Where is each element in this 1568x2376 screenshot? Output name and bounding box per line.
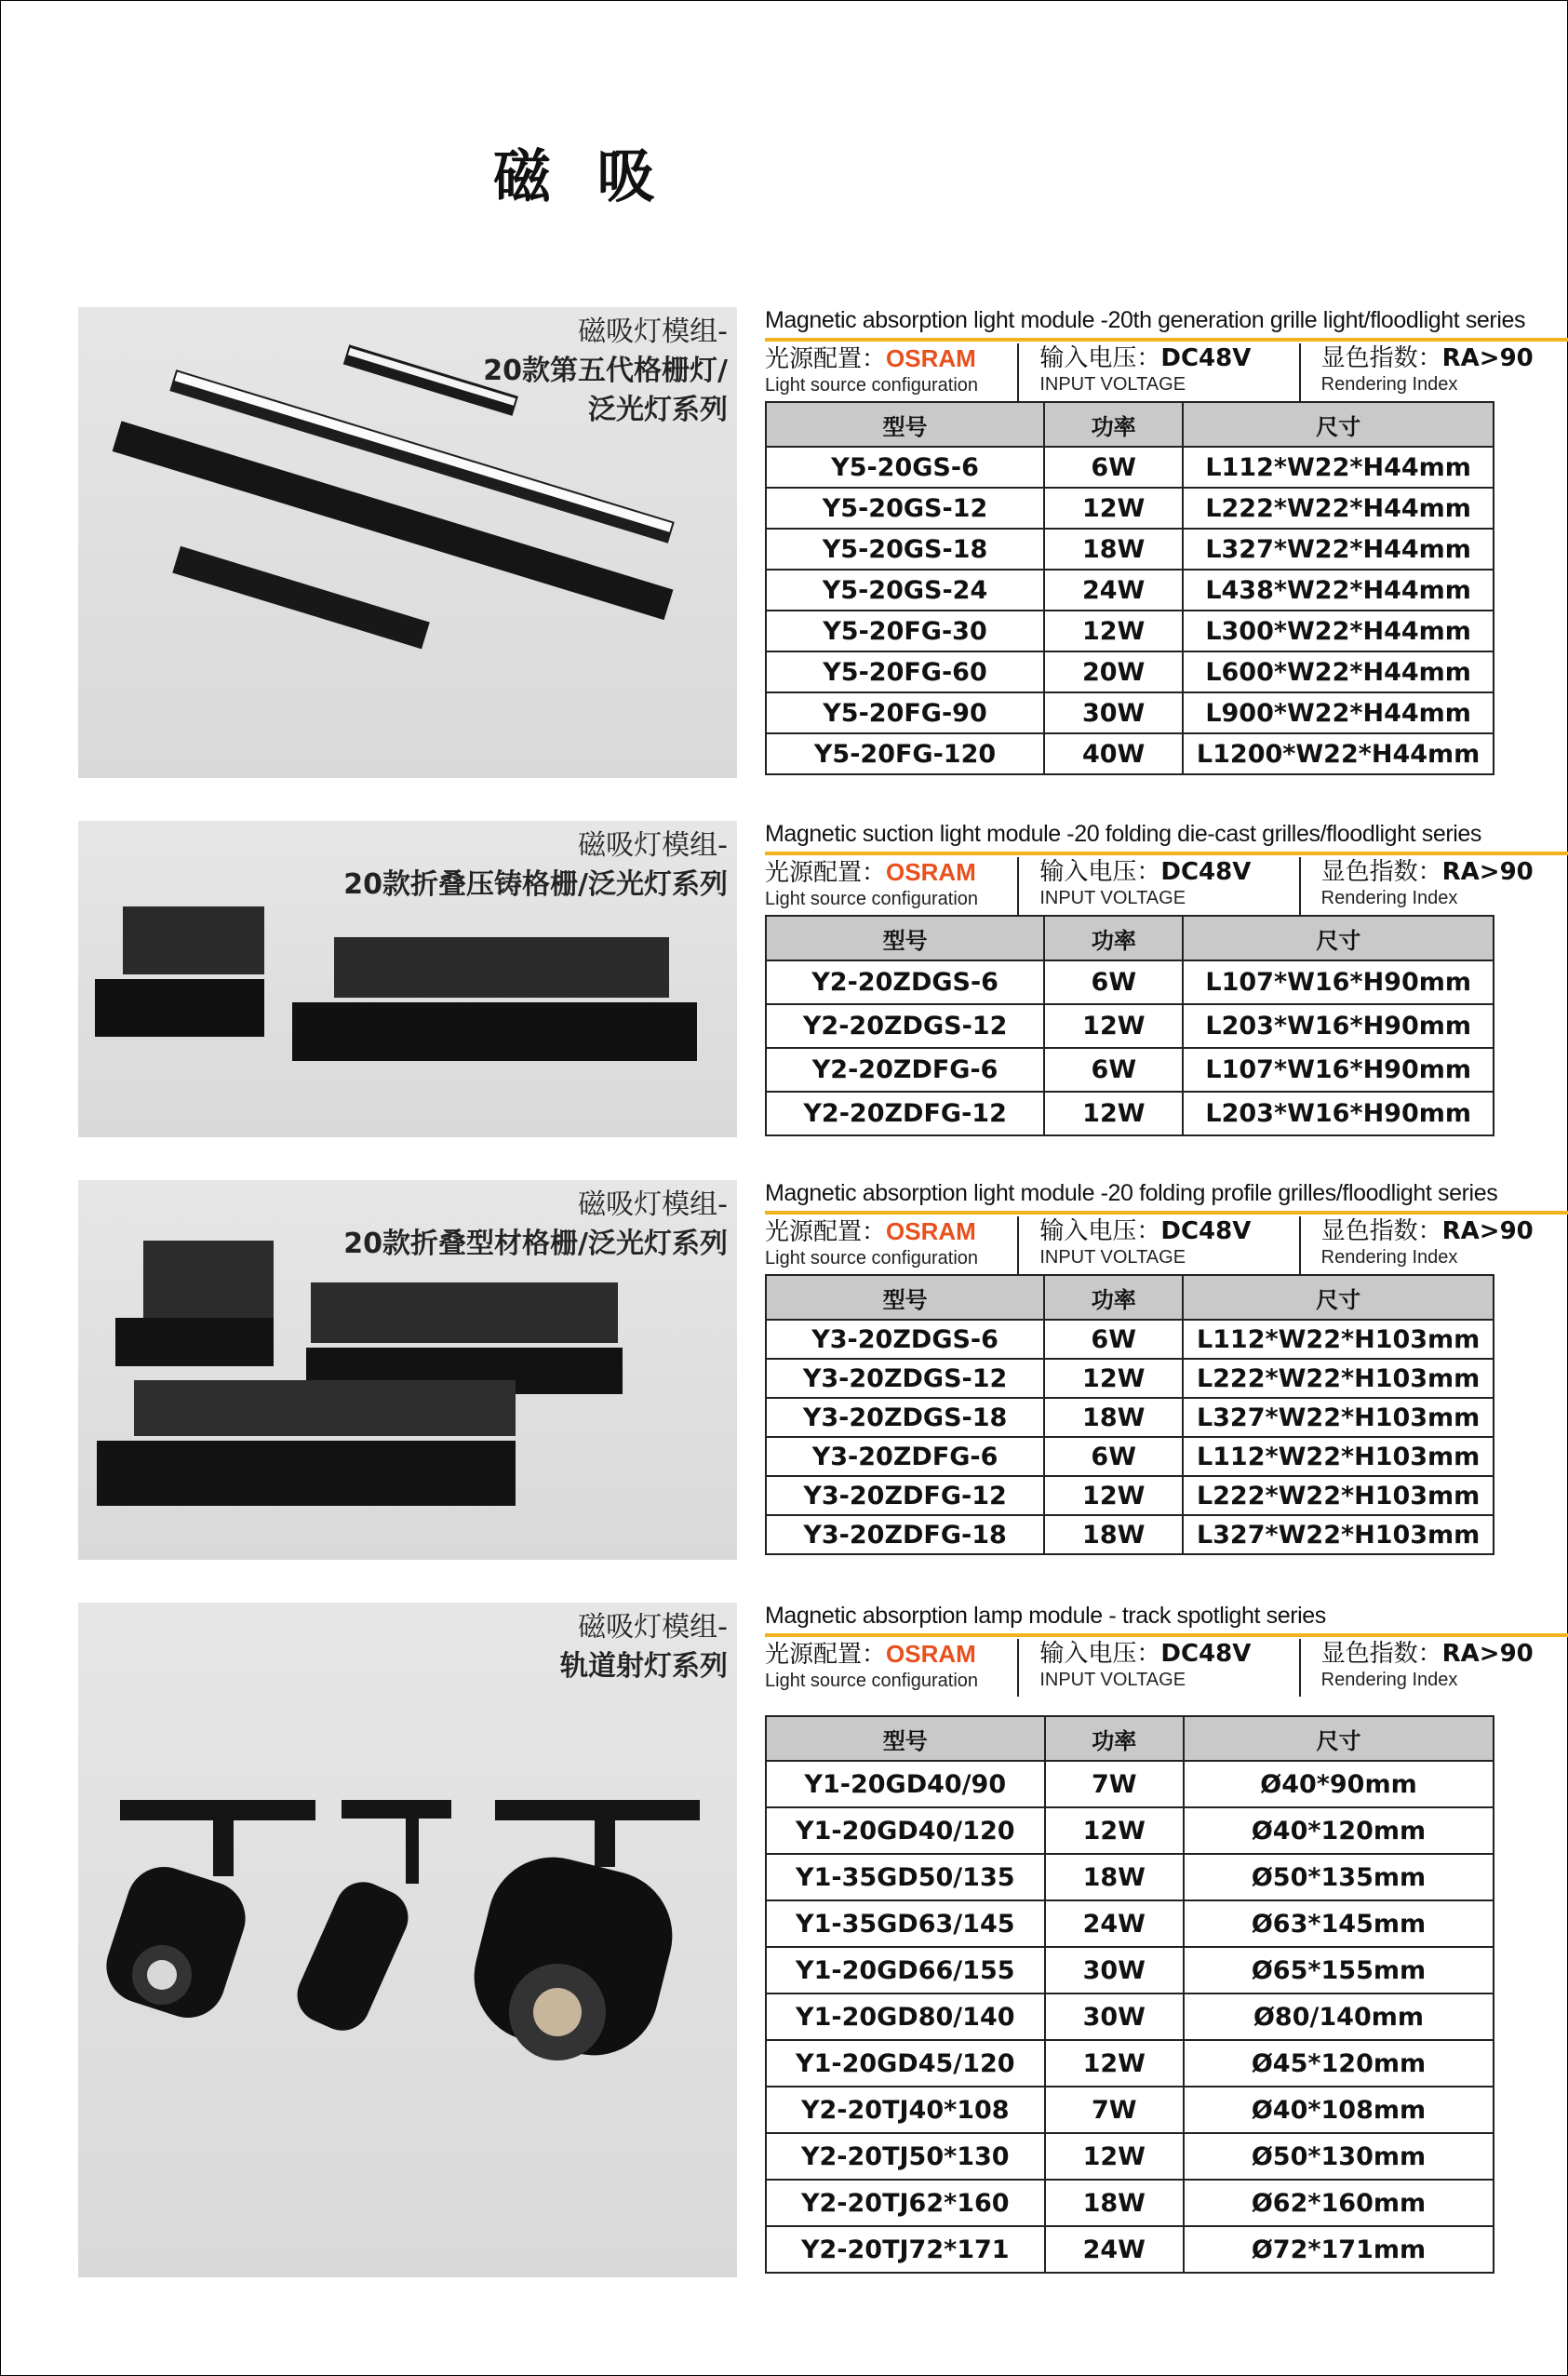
- size-cell: Ø40*90mm: [1184, 1761, 1494, 1807]
- size-cell: L112*W22*H103mm: [1183, 1437, 1494, 1476]
- table-row: [766, 2180, 1494, 2226]
- track-spotlight-illustration: [78, 1603, 737, 2277]
- table-row: [766, 1476, 1494, 1515]
- en-title: Magnetic absorption light module -20th generation grille light/floodlight series: [765, 307, 1568, 342]
- power-cell: 12W: [1044, 1092, 1183, 1135]
- header-size: 尺寸: [1183, 402, 1494, 447]
- table-row: [766, 1854, 1494, 1900]
- size-cell: Ø72*171mm: [1184, 2226, 1494, 2273]
- table-row: [766, 1761, 1494, 1807]
- cn-title-line1: 磁吸灯模组-: [578, 315, 728, 348]
- model-cell: Y3-20ZDFG-6: [766, 1437, 1044, 1476]
- spec-table: [765, 401, 1494, 775]
- spec-block: [765, 821, 1568, 1136]
- model-cell: Y1-20GD66/155: [766, 1947, 1045, 1993]
- table-row: [766, 1320, 1494, 1359]
- table-row: [766, 1515, 1494, 1554]
- model-cell: Y2-20ZDFG-12: [766, 1092, 1044, 1135]
- spec-block: [765, 1180, 1568, 1555]
- table-row: [766, 960, 1494, 1004]
- size-cell: Ø50*135mm: [1184, 1854, 1494, 1900]
- table-row: [766, 2087, 1494, 2133]
- power-cell: 6W: [1044, 960, 1183, 1004]
- power-cell: 12W: [1045, 2040, 1184, 2087]
- light-source-cell: [765, 343, 1017, 401]
- voltage-value: DC48V: [1160, 858, 1252, 886]
- cn-title-line3: 泛光灯系列: [588, 394, 728, 426]
- spec-block: [765, 307, 1568, 775]
- section-profile-grille: [78, 1180, 1534, 1562]
- table-row: [766, 2133, 1494, 2180]
- model-cell: Y5-20GS-12: [766, 488, 1044, 529]
- power-cell: 12W: [1045, 1807, 1184, 1854]
- table-row: [766, 1398, 1494, 1437]
- power-cell: 30W: [1045, 1993, 1184, 2040]
- osram-brand: OSRAM: [886, 858, 976, 886]
- cn-title: [343, 1186, 728, 1264]
- light-source-label: 光源配置：: [765, 345, 887, 373]
- table-row: [766, 1004, 1494, 1048]
- table-row: [766, 611, 1494, 651]
- size-cell: Ø50*130mm: [1184, 2133, 1494, 2180]
- voltage-cell: [1017, 343, 1298, 401]
- model-cell: Y2-20ZDGS-12: [766, 1004, 1044, 1048]
- section-track-spotlight: [78, 1603, 1534, 2277]
- config-row: [765, 343, 1568, 401]
- size-cell: L327*W22*H44mm: [1183, 529, 1494, 570]
- light-source-en: Light source configuration: [765, 375, 979, 396]
- size-cell: L203*W16*H90mm: [1183, 1092, 1494, 1135]
- power-cell: 7W: [1045, 2087, 1184, 2133]
- model-cell: Y1-20GD40/120: [766, 1807, 1045, 1854]
- en-title: Magnetic absorption lamp module - track spotlight series: [765, 1603, 1568, 1637]
- product-photo: [78, 307, 737, 778]
- table-row: [766, 1993, 1494, 2040]
- config-row: [765, 857, 1568, 915]
- spec-table: [765, 1274, 1494, 1555]
- config-row: [765, 1639, 1568, 1697]
- osram-brand: OSRAM: [886, 344, 976, 372]
- size-cell: Ø63*145mm: [1184, 1900, 1494, 1947]
- voltage-value: DC48V: [1160, 1217, 1252, 1245]
- ra-en: Rendering Index: [1320, 1670, 1458, 1690]
- light-source-cell: [765, 857, 1017, 915]
- ra-en: Rendering Index: [1320, 888, 1458, 908]
- model-cell: Y1-20GD40/90: [766, 1761, 1045, 1807]
- spec-table: [765, 1715, 1494, 2274]
- ra-cell: [1299, 857, 1568, 915]
- ra-value: RA>90: [1441, 858, 1534, 886]
- header-model: 型号: [766, 402, 1044, 447]
- model-cell: Y5-20GS-6: [766, 447, 1044, 488]
- size-cell: Ø80/140mm: [1184, 1993, 1494, 2040]
- size-cell: Ø62*160mm: [1184, 2180, 1494, 2226]
- power-cell: 12W: [1044, 488, 1183, 529]
- header-model: 型号: [766, 1716, 1045, 1761]
- table-row: [766, 2226, 1494, 2273]
- en-title: Magnetic absorption light module -20 folding profile grilles/floodlight series: [765, 1180, 1568, 1215]
- product-photo: [78, 1180, 737, 1560]
- power-cell: 40W: [1044, 733, 1183, 774]
- cn-title-line2: 20款折叠型材格栅/泛光灯系列: [343, 1228, 728, 1260]
- power-cell: 12W: [1044, 611, 1183, 651]
- table-row: [766, 733, 1494, 774]
- spec-table: [765, 915, 1494, 1136]
- voltage-value: DC48V: [1160, 344, 1252, 372]
- cn-title-line1: 磁吸灯模组-: [578, 829, 728, 862]
- size-cell: L222*W22*H103mm: [1183, 1359, 1494, 1398]
- model-cell: Y5-20FG-90: [766, 692, 1044, 733]
- size-cell: L107*W16*H90mm: [1183, 1048, 1494, 1092]
- cn-title-line2: 20款第五代格栅灯/: [483, 355, 728, 387]
- cn-title-line2: 轨道射灯系列: [560, 1650, 728, 1683]
- voltage-cell: [1017, 1639, 1298, 1697]
- model-cell: Y3-20ZDGS-6: [766, 1320, 1044, 1359]
- page-title: 磁 吸: [493, 142, 668, 210]
- section-grille-5th-gen: [78, 307, 1534, 782]
- power-cell: 12W: [1044, 1359, 1183, 1398]
- size-cell: L222*W22*H44mm: [1183, 488, 1494, 529]
- voltage-label: 输入电压：: [1039, 858, 1161, 886]
- model-cell: Y1-20GD80/140: [766, 1993, 1045, 2040]
- light-source-en: Light source configuration: [765, 889, 979, 909]
- model-cell: Y5-20GS-24: [766, 570, 1044, 611]
- table-header-row: [766, 1716, 1494, 1761]
- cn-title: [343, 826, 728, 905]
- power-cell: 24W: [1044, 570, 1183, 611]
- header-power: 功率: [1044, 1275, 1183, 1320]
- ra-cell: [1299, 1639, 1568, 1697]
- model-cell: Y2-20ZDFG-6: [766, 1048, 1044, 1092]
- table-row: [766, 1437, 1494, 1476]
- voltage-en: INPUT VOLTAGE: [1039, 888, 1186, 908]
- ra-value: RA>90: [1441, 344, 1534, 372]
- section-die-cast-grille: [78, 821, 1534, 1137]
- voltage-en: INPUT VOLTAGE: [1039, 374, 1186, 395]
- power-cell: 6W: [1044, 447, 1183, 488]
- osram-brand: OSRAM: [886, 1640, 976, 1668]
- voltage-en: INPUT VOLTAGE: [1039, 1247, 1186, 1268]
- size-cell: L300*W22*H44mm: [1183, 611, 1494, 651]
- cn-title-line2: 20款折叠压铸格栅/泛光灯系列: [343, 868, 728, 901]
- size-cell: L327*W22*H103mm: [1183, 1515, 1494, 1554]
- model-cell: Y1-35GD63/145: [766, 1900, 1045, 1947]
- size-cell: L203*W16*H90mm: [1183, 1004, 1494, 1048]
- ra-value: RA>90: [1441, 1217, 1534, 1245]
- model-cell: Y2-20TJ72*171: [766, 2226, 1045, 2273]
- light-source-cell: [765, 1216, 1017, 1274]
- power-cell: 12W: [1045, 2133, 1184, 2180]
- ra-value: RA>90: [1441, 1640, 1534, 1668]
- light-source-cell: [765, 1639, 1017, 1697]
- size-cell: L438*W22*H44mm: [1183, 570, 1494, 611]
- product-photo: [78, 1603, 737, 2277]
- table-header-row: [766, 1275, 1494, 1320]
- model-cell: Y5-20GS-18: [766, 529, 1044, 570]
- table-row: [766, 1900, 1494, 1947]
- voltage-label: 输入电压：: [1039, 1640, 1161, 1668]
- osram-brand: OSRAM: [886, 1217, 976, 1245]
- header-size: 尺寸: [1184, 1716, 1494, 1761]
- table-row: [766, 651, 1494, 692]
- voltage-value: DC48V: [1160, 1640, 1252, 1668]
- ra-label: 显色指数：: [1320, 1217, 1442, 1245]
- table-row: [766, 447, 1494, 488]
- model-cell: Y3-20ZDGS-18: [766, 1398, 1044, 1437]
- table-row: [766, 529, 1494, 570]
- power-cell: 24W: [1045, 1900, 1184, 1947]
- header-size: 尺寸: [1183, 916, 1494, 960]
- table-row: [766, 1807, 1494, 1854]
- config-row: [765, 1216, 1568, 1274]
- voltage-label: 输入电压：: [1039, 344, 1161, 372]
- size-cell: L112*W22*H103mm: [1183, 1320, 1494, 1359]
- table-row: [766, 570, 1494, 611]
- ra-en: Rendering Index: [1320, 374, 1458, 395]
- size-cell: L222*W22*H103mm: [1183, 1476, 1494, 1515]
- power-cell: 12W: [1044, 1476, 1183, 1515]
- power-cell: 18W: [1044, 1515, 1183, 1554]
- power-cell: 18W: [1045, 2180, 1184, 2226]
- ra-cell: [1299, 343, 1568, 401]
- light-source-label: 光源配置：: [765, 859, 887, 887]
- product-photo: [78, 821, 737, 1137]
- ra-label: 显色指数：: [1320, 344, 1442, 372]
- table-row: [766, 692, 1494, 733]
- cn-title-line1: 磁吸灯模组-: [578, 1611, 728, 1644]
- voltage-cell: [1017, 1216, 1298, 1274]
- table-row: [766, 1359, 1494, 1398]
- size-cell: Ø40*120mm: [1184, 1807, 1494, 1854]
- power-cell: 20W: [1044, 651, 1183, 692]
- header-model: 型号: [766, 916, 1044, 960]
- size-cell: L600*W22*H44mm: [1183, 651, 1494, 692]
- model-cell: Y2-20TJ62*160: [766, 2180, 1045, 2226]
- header-power: 功率: [1045, 1716, 1184, 1761]
- light-source-label: 光源配置：: [765, 1641, 887, 1669]
- header-power: 功率: [1044, 916, 1183, 960]
- voltage-label: 输入电压：: [1039, 1217, 1161, 1245]
- light-source-en: Light source configuration: [765, 1248, 979, 1269]
- size-cell: Ø65*155mm: [1184, 1947, 1494, 1993]
- ra-en: Rendering Index: [1320, 1247, 1458, 1268]
- model-cell: Y3-20ZDFG-18: [766, 1515, 1044, 1554]
- cn-title: [483, 313, 728, 430]
- model-cell: Y3-20ZDFG-12: [766, 1476, 1044, 1515]
- table-row: [766, 1092, 1494, 1135]
- power-cell: 12W: [1044, 1004, 1183, 1048]
- model-cell: Y2-20ZDGS-6: [766, 960, 1044, 1004]
- table-header-row: [766, 916, 1494, 960]
- light-source-en: Light source configuration: [765, 1671, 979, 1691]
- header-size: 尺寸: [1183, 1275, 1494, 1320]
- size-cell: L327*W22*H103mm: [1183, 1398, 1494, 1437]
- power-cell: 30W: [1045, 1947, 1184, 1993]
- size-cell: L1200*W22*H44mm: [1183, 733, 1494, 774]
- table-header-row: [766, 402, 1494, 447]
- power-cell: 6W: [1044, 1320, 1183, 1359]
- table-row: [766, 1947, 1494, 1993]
- power-cell: 7W: [1045, 1761, 1184, 1807]
- model-cell: Y2-20TJ40*108: [766, 2087, 1045, 2133]
- size-cell: L112*W22*H44mm: [1183, 447, 1494, 488]
- model-cell: Y1-20GD45/120: [766, 2040, 1045, 2087]
- cn-title-line1: 磁吸灯模组-: [578, 1188, 728, 1221]
- voltage-en: INPUT VOLTAGE: [1039, 1670, 1186, 1690]
- power-cell: 18W: [1044, 1398, 1183, 1437]
- power-cell: 24W: [1045, 2226, 1184, 2273]
- power-cell: 6W: [1044, 1437, 1183, 1476]
- power-cell: 18W: [1045, 1854, 1184, 1900]
- header-model: 型号: [766, 1275, 1044, 1320]
- voltage-cell: [1017, 857, 1298, 915]
- ra-cell: [1299, 1216, 1568, 1274]
- power-cell: 6W: [1044, 1048, 1183, 1092]
- light-source-label: 光源配置：: [765, 1218, 887, 1246]
- model-cell: Y5-20FG-60: [766, 651, 1044, 692]
- power-cell: 30W: [1044, 692, 1183, 733]
- model-cell: Y5-20FG-120: [766, 733, 1044, 774]
- size-cell: Ø45*120mm: [1184, 2040, 1494, 2087]
- power-cell: 18W: [1044, 529, 1183, 570]
- table-row: [766, 488, 1494, 529]
- model-cell: Y3-20ZDGS-12: [766, 1359, 1044, 1398]
- en-title: Magnetic suction light module -20 folding die-cast grilles/floodlight series: [765, 821, 1568, 855]
- table-row: [766, 2040, 1494, 2087]
- model-cell: Y5-20FG-30: [766, 611, 1044, 651]
- size-cell: Ø40*108mm: [1184, 2087, 1494, 2133]
- model-cell: Y1-35GD50/135: [766, 1854, 1045, 1900]
- size-cell: L107*W16*H90mm: [1183, 960, 1494, 1004]
- cn-title: [560, 1608, 728, 1686]
- ra-label: 显色指数：: [1320, 858, 1442, 886]
- size-cell: L900*W22*H44mm: [1183, 692, 1494, 733]
- model-cell: Y2-20TJ50*130: [766, 2133, 1045, 2180]
- table-row: [766, 1048, 1494, 1092]
- header-power: 功率: [1044, 402, 1183, 447]
- ra-label: 显色指数：: [1320, 1640, 1442, 1668]
- spec-block: [765, 1603, 1568, 2274]
